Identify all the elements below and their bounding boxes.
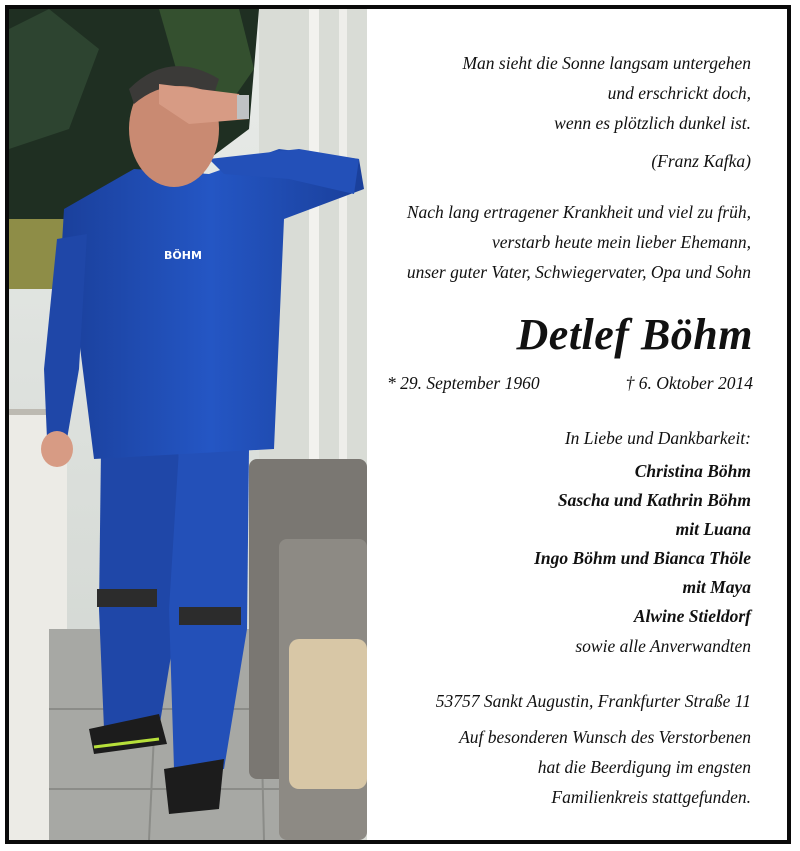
shirt-print: BÖHM bbox=[164, 249, 202, 262]
obituary-text bbox=[367, 9, 787, 840]
mourner-3: mit Luana bbox=[675, 519, 751, 539]
note-line-2: hat die Beerdigung im engsten bbox=[537, 757, 751, 777]
mourner-5: mit Maya bbox=[682, 577, 751, 597]
portrait-photo bbox=[9, 9, 367, 840]
birth-date: * 29. September 1960 bbox=[387, 373, 540, 393]
quote-author: (Franz Kafka) bbox=[651, 151, 751, 171]
obituary-frame bbox=[5, 5, 791, 844]
mourners-intro: In Liebe und Dankbarkeit: bbox=[564, 428, 751, 448]
quote-line-1: Man sieht die Sonne langsam untergehen bbox=[462, 53, 751, 73]
mourners-closing: sowie alle Anverwandten bbox=[575, 636, 751, 656]
note-line-1: Auf besonderen Wunsch des Verstorbenen bbox=[459, 727, 751, 747]
announcement-line-2: verstarb heute mein lieber Ehemann, bbox=[491, 232, 751, 252]
death-date: † 6. Oktober 2014 bbox=[625, 373, 753, 393]
mourner-4: Ingo Böhm und Bianca Thöle bbox=[534, 548, 751, 568]
note-line-3: Familienkreis stattgefunden. bbox=[551, 787, 751, 807]
mourner-6: Alwine Stieldorf bbox=[633, 606, 751, 626]
mourner-1: Christina Böhm bbox=[634, 461, 751, 481]
portrait-illustration bbox=[9, 9, 367, 840]
address: 53757 Sankt Augustin, Frankfurter Straße 11 bbox=[435, 691, 751, 711]
mourner-2: Sascha und Kathrin Böhm bbox=[557, 490, 751, 510]
quote-line-2: und erschrickt doch, bbox=[607, 83, 751, 103]
deceased-name: Detlef Böhm bbox=[516, 310, 753, 359]
quote-line-3: wenn es plötzlich dunkel ist. bbox=[554, 113, 751, 133]
announcement-line-1: Nach lang ertragener Krankheit und viel zu früh, bbox=[406, 202, 751, 222]
announcement-line-3: unser guter Vater, Schwiegervater, Opa und Sohn bbox=[406, 262, 751, 282]
